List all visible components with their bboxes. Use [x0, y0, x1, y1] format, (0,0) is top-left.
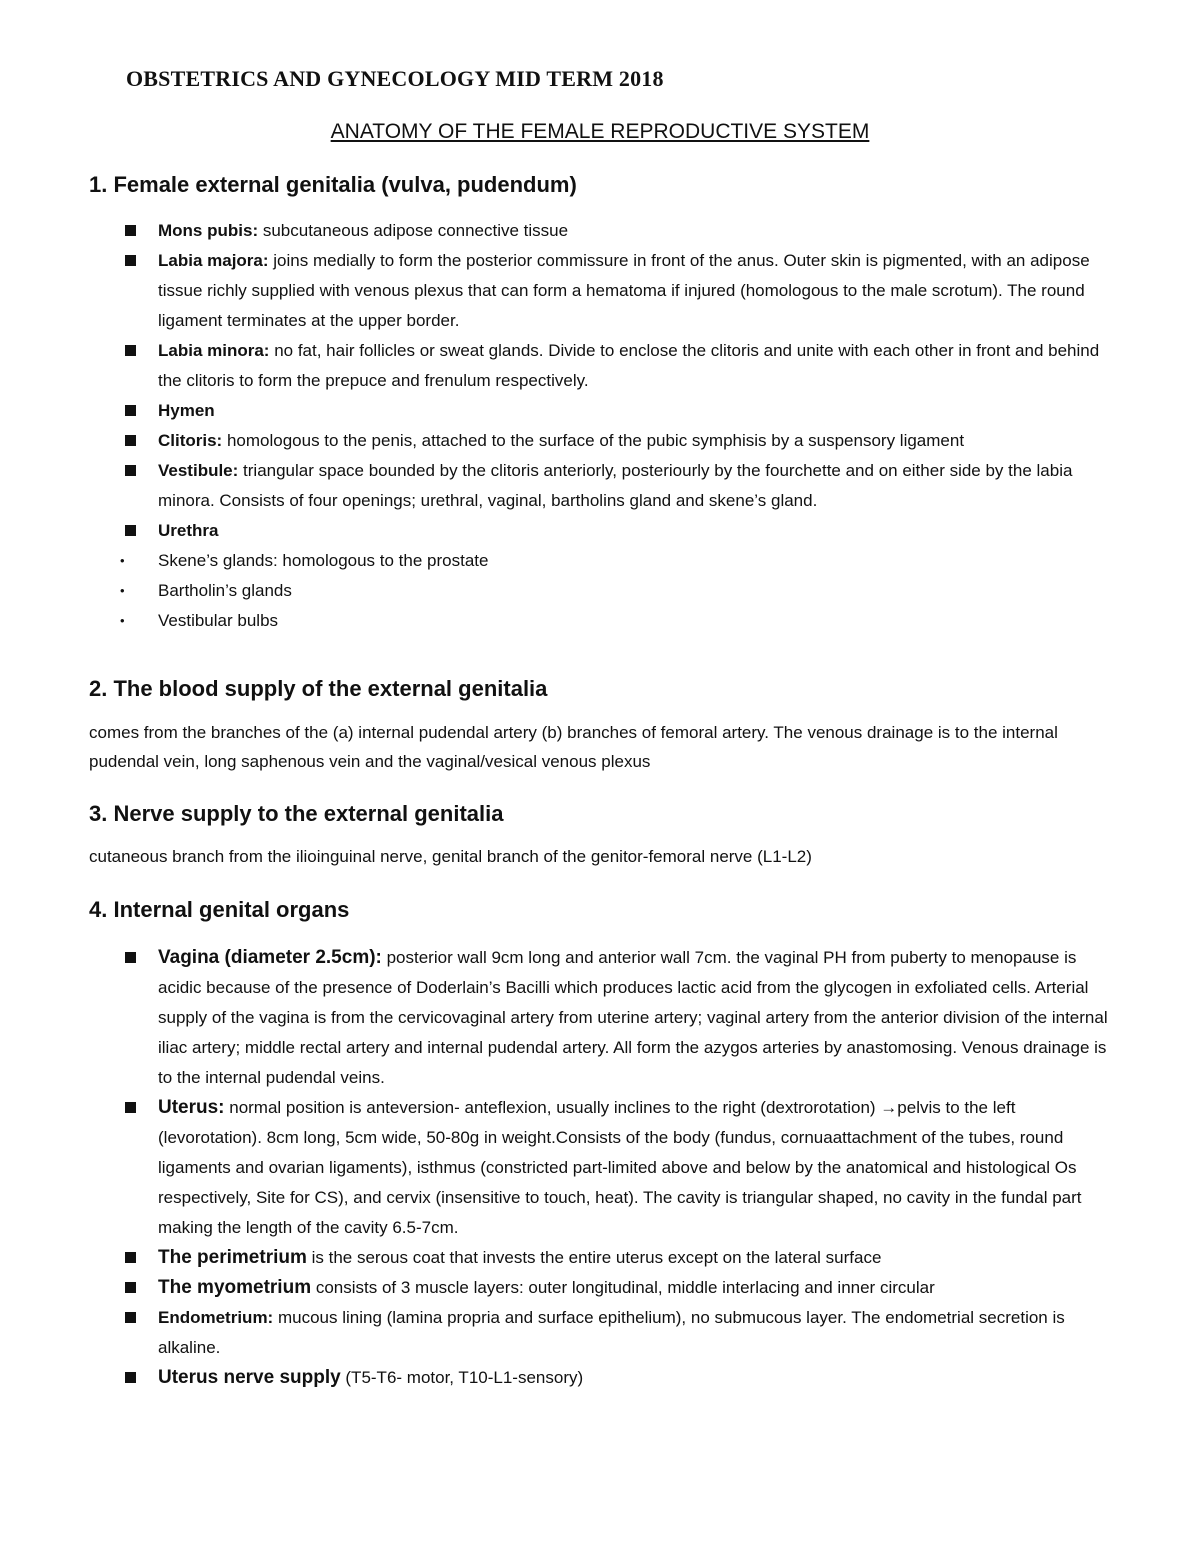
item-text: homologous to the penis, attached to the surface of the pubic symphisis by a suspensory ligament: [222, 431, 965, 450]
item-text: joins medially to form the posterior commissure in front of the anus. Outer skin is pigmented, with an adipose tissue richly supplied with venous plexus that can form a hematoma if injured (homologous to the male scrotum). The round ligament terminates at the upper border.: [158, 251, 1090, 330]
item-text: mucous lining (lamina propria and surface epithelium), no submucous layer. The endometrial secretion is alkaline.: [158, 1308, 1065, 1357]
square-bullet-icon: [125, 255, 136, 266]
square-bullet-icon: [125, 525, 136, 536]
sub-list-item: [0, 576, 1118, 606]
document-title: OBSTETRICS AND GYNECOLOGY MID TERM 2018: [126, 66, 664, 91]
square-bullet-icon: [125, 345, 136, 356]
item-text: (T5-T6- motor, T10-L1-sensory): [340, 1368, 584, 1387]
dot-bullet-icon: •: [120, 583, 125, 598]
item-term: Uterus nerve supply: [158, 1367, 341, 1388]
item-term: Vagina (diameter 2.5cm):: [158, 947, 382, 968]
list-item: [0, 1363, 1118, 1393]
square-bullet-icon: [125, 1252, 136, 1263]
section-heading: 4. Internal genital organs: [89, 897, 350, 922]
list-item: [0, 246, 1118, 336]
square-bullet-icon: [125, 1282, 136, 1293]
square-bullet-icon: [125, 1102, 136, 1113]
square-bullet-icon: [125, 1372, 136, 1383]
item-term: Labia minora:: [158, 341, 270, 360]
list-item: [0, 943, 1118, 1093]
item-term: Uterus:: [158, 1097, 225, 1118]
section-paragraph: comes from the branches of the (a) internal pudendal artery (b) branches of femoral artery. The venous drainage is to the internal pudendal vein, long saphenous vein and the vaginal/vesical venous plexus: [89, 723, 1058, 771]
list-item: [0, 1093, 1118, 1243]
sub-item-text: Vestibular bulbs: [158, 611, 279, 630]
list-item: [0, 1243, 1118, 1273]
item-term: Urethra: [158, 521, 219, 540]
item-term: Clitoris:: [158, 431, 223, 450]
item-text: triangular space bounded by the clitoris anteriorly, posteriourly by the fourchette and on either side by the labia minora. Consists of four openings; urethral, vaginal, bartholins gland and skene’s gland.: [158, 461, 1073, 510]
sub-list-item: [0, 546, 1118, 576]
list-item: [0, 1273, 1118, 1303]
sub-list-item: [0, 606, 1118, 636]
section-heading: 2. The blood supply of the external genitalia: [89, 676, 548, 701]
sub-item-text: Bartholin’s glands: [158, 581, 292, 600]
item-term: Labia majora:: [158, 251, 269, 270]
item-text: posterior wall 9cm long and anterior wall 7cm. the vaginal PH from puberty to menopause is acidic because of the presence of Doderlain’s Bacilli which produces lactic acid from the glycogen in exfoliated cells. Arterial supply of the vagina is from the cervicovaginal artery from uterine artery; vaginal artery from the anterior division of the internal iliac artery; middle rectal artery and internal pudendal artery. All form the azygos arteries by anastomosing. Venous drainage is to the internal pudendal veins.: [158, 948, 1108, 1087]
list-item: [0, 456, 1118, 516]
bullet-list: [0, 216, 1118, 636]
item-text: is the serous coat that invests the entire uterus except on the lateral surface: [306, 1248, 882, 1267]
section-paragraph: cutaneous branch from the ilioinguinal nerve, genital branch of the genitor-femoral nerve (L1-L2): [89, 847, 812, 866]
list-item: [0, 396, 1118, 426]
square-bullet-icon: [125, 405, 136, 416]
dot-bullet-icon: •: [120, 613, 125, 628]
item-term: The myometrium: [158, 1277, 312, 1298]
item-term: Endometrium:: [158, 1308, 274, 1327]
list-item: [0, 216, 1118, 246]
item-term: Hymen: [158, 401, 215, 420]
square-bullet-icon: [125, 465, 136, 476]
item-text: no fat, hair follicles or sweat glands. Divide to enclose the clitoris and unite with each other in front and behind the clitoris to form the prepuce and frenulum respectively.: [158, 341, 1100, 390]
section-heading: 1. Female external genitalia (vulva, pudendum): [89, 172, 577, 197]
square-bullet-icon: [125, 435, 136, 446]
item-term: Mons pubis:: [158, 221, 259, 240]
item-term: The perimetrium: [158, 1247, 307, 1268]
document-subtitle: ANATOMY OF THE FEMALE REPRODUCTIVE SYSTEM: [330, 120, 870, 143]
item-text: subcutaneous adipose connective tissue: [258, 221, 569, 240]
list-item: [0, 1303, 1118, 1363]
section-heading: 3. Nerve supply to the external genitalia: [89, 801, 504, 826]
dot-bullet-icon: •: [120, 553, 125, 568]
list-item: [0, 426, 1118, 456]
list-item: [0, 516, 1118, 546]
item-text: normal position is anteversion- anteflexion, usually inclines to the right (dextrorotation) →pelvis to the left (levorotation). 8cm long, 5cm wide, 50-80g in weight.Consists of the body (fundus, cornuaattachment of the tubes, round ligaments and ovarian ligaments), isthmus (constricted part-limited above and below by the anatomical and histological Os respectively, Site for CS), and cervix (insensitive to touch, heat). The cavity is triangular shaped, no cavity in the fundal part making the length of the cavity 6.5-7cm.: [158, 1098, 1082, 1237]
square-bullet-icon: [125, 225, 136, 236]
bullet-list: [0, 943, 1118, 1393]
sub-item-text: Skene’s glands: homologous to the prostate: [158, 551, 489, 570]
item-term: Vestibule:: [158, 461, 239, 480]
square-bullet-icon: [125, 1312, 136, 1323]
item-text: consists of 3 muscle layers: outer longitudinal, middle interlacing and inner circular: [311, 1278, 935, 1297]
list-item: [0, 336, 1118, 396]
square-bullet-icon: [125, 952, 136, 963]
